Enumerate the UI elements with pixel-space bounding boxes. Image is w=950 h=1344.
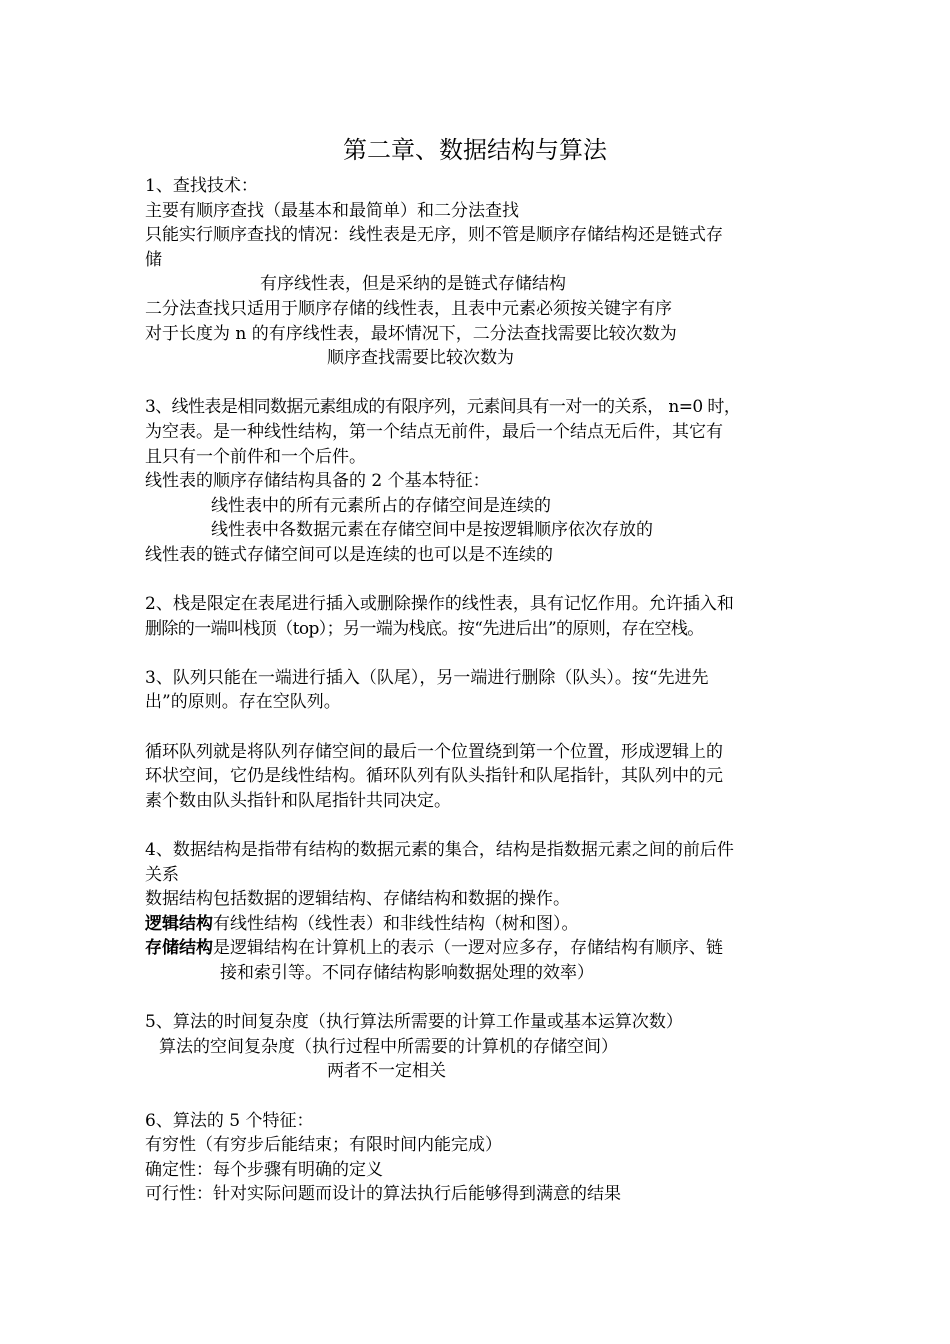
line-text: 有线性结构（线性表）和非线性结构（树和图）。 [213, 913, 579, 934]
paragraph-line: 线性表的顺序存储结构具备的 2 个基本特征： [145, 471, 490, 492]
blank-line [145, 986, 815, 1011]
blank-line [145, 1084, 815, 1109]
paragraph-line [145, 912, 815, 937]
page-title: 第二章、数据结构与算法 [343, 136, 607, 164]
paragraph-line [145, 936, 815, 961]
paragraph-line: 3、线性表是相同数据元素组成的有限序列，元素间具有一对一的关系， n=0 时， [145, 397, 741, 418]
paragraph-line: 可行性：针对实际问题而设计的算法执行后能够得到满意的结果 [145, 1184, 621, 1205]
paragraph-line: 只能实行顺序查找的情况：线性表是无序，则不管是顺序存储结构还是链式存 [145, 225, 723, 246]
line-text: 是逻辑结构在计算机上的表示（一逻对应多存，存储结构有顺序、链 [213, 938, 723, 959]
blank-line [145, 715, 815, 740]
bold-term: 逻辑结构 [145, 913, 213, 934]
paragraph-line: 3、队列只能在一端进行插入（队尾），另一端进行删除（队头）。按“先进先 [145, 667, 709, 688]
section-1-heading: 1、查找技术： [145, 176, 258, 196]
paragraph-line: 储 [145, 249, 162, 270]
blank-line [145, 371, 815, 396]
section-6-heading: 6、算法的 5 个特征： [145, 1110, 314, 1131]
paragraph-line: 主要有顺序查找（最基本和最简单）和二分法查找 [145, 200, 519, 221]
paragraph-line: 算法的空间复杂度（执行过程中所需要的计算机的存储空间） [159, 1036, 618, 1057]
paragraph-line: 且只有一个前件和一个后件。 [145, 446, 366, 467]
paragraph-line: 有序线性表，但是采纳的是链式存储结构 [260, 274, 566, 295]
blank-line [145, 813, 815, 838]
blank-line [145, 568, 815, 593]
paragraph-line: 2、栈是限定在表尾进行插入或删除操作的线性表，具有记忆作用。允许插入和 [145, 594, 734, 615]
paragraph-line: 两者不一定相关 [327, 1061, 446, 1082]
paragraph-line: 删除的一端叫栈顶（top）；另一端为栈底。按“先进后出”的原则，存在空栈。 [145, 618, 704, 639]
paragraph-line: 为空表。是一种线性结构，第一个结点无前件，最后一个结点无后件，其它有 [145, 421, 723, 442]
paragraph-line: 接和索引等。不同存储结构影响数据处理的效率） [220, 963, 594, 983]
blank-line [145, 641, 815, 666]
paragraph-line: 顺序查找需要比较次数为 [327, 348, 514, 369]
paragraph-line: 4、数据结构是指带有结构的数据元素的集合，结构是指数据元素之间的前后件 [145, 840, 734, 861]
paragraph-line: 线性表中的所有元素所占的存储空间是连续的 [211, 495, 551, 516]
paragraph-line: 素个数由队头指针和队尾指针共同决定。 [145, 790, 451, 811]
paragraph-line: 关系 [145, 864, 179, 885]
paragraph-line: 线性表中各数据元素在存储空间中是按逻辑顺序依次存放的 [211, 520, 653, 541]
paragraph-line: 线性表的链式存储空间可以是连续的也可以是不连续的 [145, 544, 553, 565]
paragraph-line: 对于长度为 n 的有序线性表，最坏情况下，二分法查找需要比较次数为 [145, 323, 677, 344]
paragraph-line: 二分法查找只适用于顺序存储的线性表，且表中元素必须按关键字有序 [145, 298, 672, 319]
paragraph-line: 数据结构包括数据的逻辑结构、存储结构和数据的操作。 [145, 889, 570, 910]
bold-term: 存储结构 [145, 938, 213, 959]
paragraph-line: 循环队列就是将队列存储空间的最后一个位置绕到第一个位置，形成逻辑上的 [145, 741, 723, 762]
paragraph-line: 环状空间，它仍是线性结构。循环队列有队头指针和队尾指针，其队列中的元 [145, 766, 723, 787]
paragraph-line: 5、算法的时间复杂度（执行算法所需要的计算工作量或基本运算次数） [145, 1012, 683, 1033]
paragraph-line: 出”的原则。存在空队列。 [145, 692, 341, 713]
paragraph-line: 确定性：每个步骤有明确的定义 [145, 1159, 383, 1180]
paragraph-line: 有穷性（有穷步后能结束；有限时间内能完成） [145, 1135, 502, 1156]
document-body [145, 174, 815, 1207]
